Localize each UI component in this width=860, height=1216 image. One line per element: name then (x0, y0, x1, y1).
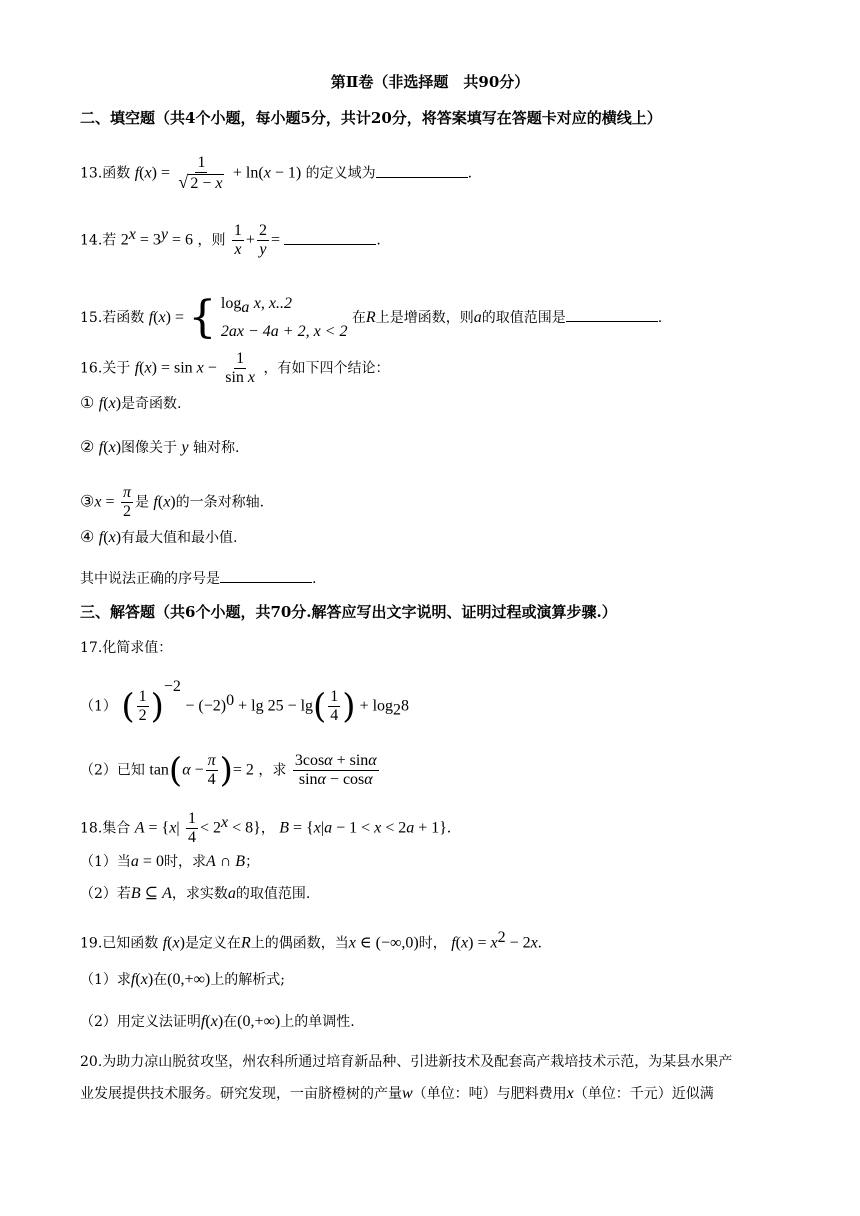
statement-2: ② f(x)图像关于 y 轴对称. (80, 439, 240, 456)
question-19: 19.已知函数 f(x)是定义在R上的偶函数，当x ∈ (−∞,0)时， $f(x) = x^2 - 2x$. (80, 929, 542, 952)
question-19-part-2: （2）用定义法证明f(x)在(0,+∞)上的单调性. (80, 1013, 355, 1030)
answer-blank (376, 163, 468, 178)
question-17-part-1: （1） ( $\frac{1}{2}$ )$^{-2} - (-2)^0 + \lg 25 - \lg$( $\frac{1}{4}$ ) + $\log_28$ (80, 677, 410, 727)
question-20-line-2: 业发展提供技术服务。研究发现，一亩脐橙树的产量w（单位：吨）与肥料费用x（单位：千元）近似满 (80, 1085, 714, 1102)
question-18-part-2: （2）若B ⊆ A，求实数a的取值范围. (80, 885, 311, 902)
part-title: 第Ⅱ卷（非选择题 共90分） (330, 73, 530, 91)
question-16: 16.关于 f(x) = sin x − $\frac{1}{\text{sin x}}$ ，有如下四个结论： (80, 350, 390, 386)
answer-blank (284, 230, 376, 245)
statement-3: ③x = $\frac{\pi}{2}$ 是 f(x)的一条对称轴. (80, 484, 265, 520)
answer-blank (220, 568, 312, 583)
question-17-title: 17.化简求值： (80, 640, 173, 656)
section-2-heading: 二、填空题（共4个小题，每小题5分，共计20分，将答案填写在答题卡对应的横线上） (80, 109, 662, 127)
question-16-final: 其中说法正确的序号是 . (80, 568, 316, 589)
answer-blank (566, 307, 658, 322)
question-15: 15.若函数 f(x) = { $\log_a x$, x..2 2ax − 4a + 2, x < 2 在R上是增函数，则a的取值范围是 . (80, 291, 663, 343)
statement-4: ④ f(x)有最大值和最小值. (80, 529, 238, 546)
question-14: 14.若 $2^x = 3^y = 6$ ，则 $\frac{1}{x}$ + $\frac{2}{y}$ = . (80, 222, 381, 258)
section-3-heading: 三、解答题（共6个小题，共70分.解答应写出文字说明、证明过程或演算步骤.） (80, 603, 617, 621)
question-17-part-2: （2）已知 tan(α − $\frac{\pi}{4}$ )= 2 ，求 $\frac{3\cos\alpha + \sin\alpha}{\sin\alpha - \cos\alpha}$ (80, 750, 377, 791)
question-13: 13.函数 f(x) = $\frac{1}{√ 2 - x}$ + ln(x − 1) 的定义域为 . (80, 154, 473, 192)
statement-1: ① f(x)是奇函数. (80, 395, 182, 412)
question-18: 18.集合 A = {x| $\frac{1}{4}$ < $2^x < 8$}， B = {x|a − 1 < x < 2a + 1}. (80, 810, 451, 846)
question-20-line-1: 20.为助力凉山脱贫攻坚，州农科所通过培育新品种、引进新技术及配套高产栽培技术示范，为某县水果产 (80, 1054, 733, 1070)
question-18-part-1: （1）当a = 0时，求A ∩ B； (80, 853, 260, 870)
question-19-part-1: （1）求f(x)在(0,+∞)上的解析式; (80, 971, 285, 988)
